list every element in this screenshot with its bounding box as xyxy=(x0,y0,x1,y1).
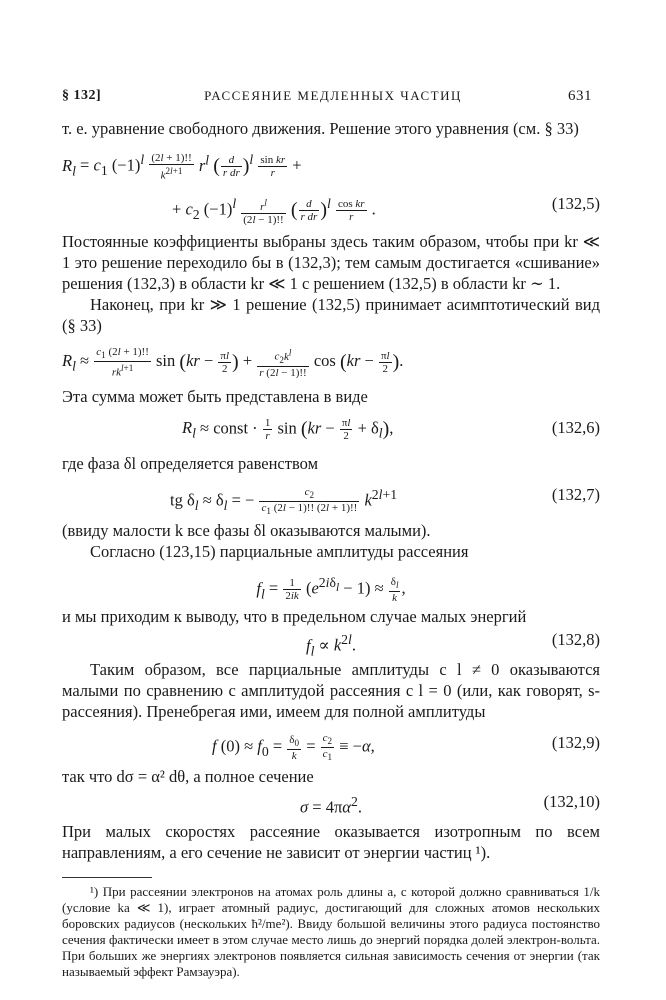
page-number: 631 xyxy=(568,88,592,104)
equation-132-7 xyxy=(62,478,600,516)
paragraph-9: Таким образом, все парциальные амплитуды с l ≠ 0 оказываются малыми по сравнению с амплитудой рассеяния с l = 0 (или, как говорят, s-рассеяния). Пренебрегая ими, имеем для полной амплитуды xyxy=(62,660,600,721)
running-title: РАССЕЯНИЕ МЕДЛЕННЫХ ЧАСТИЦ xyxy=(204,88,462,103)
paragraph-6: (ввиду малости k все фазы δl оказываются малыми). xyxy=(62,521,431,540)
paragraph-11: При малых скоростях рассеяние оказывается изотропным по всем направлениям, а его сечение не зависит от энергии частиц ¹). xyxy=(62,822,600,862)
formula: f $(0) \approx f_0$ = $\frac{\delta_0}{k}$ = $\frac{c_2}{c_1}$ ≡ −α, xyxy=(212,732,375,763)
equation-number: (132,10) xyxy=(543,792,600,811)
paragraph-10: так что dσ = α² dθ, а полное сечение xyxy=(62,767,314,786)
paragraph-5: где фаза δl определяется равенством xyxy=(62,454,319,473)
equation-132-10 xyxy=(62,789,600,815)
equation-number: (132,6) xyxy=(551,418,600,437)
equation-number: (132,5) xyxy=(551,194,600,213)
paragraph-2: Постоянные коэффициенты выбраны здесь таким образом, чтобы при kr ≪ 1 это решение переходило бы в (132,3); тем самым достигается «сшивание» решения (132,3) в области kr ≪ 1 с решением (132,5) в области kr ∼ 1. xyxy=(62,232,600,293)
formula: $R_l$ ≈ const · $\frac{1}{r}$ sin (kr − $\frac{\pi l}{2}$ + $\delta_l$), xyxy=(182,417,394,442)
formula: $R_l$ ≈ $\frac{c_1 (2l + 1)!!}{rk^{l+1}}$ sin (kr − $\frac{\pi l}{2}$ ) + $\frac{c_2k^l}{r (2l - 1)!!}$ cos (kr − $\frac{\pi l}{2}$ ). xyxy=(62,346,404,379)
equation-number: (132,9) xyxy=(551,733,600,752)
equation-132-5-line1 xyxy=(62,143,600,183)
page-body xyxy=(62,118,600,980)
equation-132-8 xyxy=(62,627,600,658)
formula: $f_l$ = $\frac{1}{2ik}$ $(e^{2i\delta_l} - 1)$ ≈ $\frac{\delta_l}{k}$ , xyxy=(256,575,406,604)
paragraph-7: Согласно (123,15) парциальные амплитуды рассеяния xyxy=(90,542,469,561)
formula: + $c_2$ $(-1)^l$ $\frac{r^l}{(2l - 1)!!}$ ( $\frac{d}{\text{r dr}}$ )$^l$ $\frac{\text{cos kr}}{r}$ . xyxy=(172,196,376,226)
footnote: ¹) При рассеянии электронов на атомах роль длины a, с которой должно сравниваться 1/k (условие ka ≪ 1), играет атомный радиус, достигающий для сложных атомов нескольких боровских радиусов (нескольких ħ²/me²). Ввиду большой величины этого радиуса постоянство сечения фактически имеет в этом случае место лишь до энергий порядка долей электрон-вольта. При больших же энергиях электронов появляется сильная зависимость сечения от энергии (так называемый эффект Рамзауэра). xyxy=(62,884,600,979)
footnote-divider xyxy=(62,877,152,878)
formula: tg $\delta_l \approx \delta_l$ = − $\frac{c_2}{c_1 (2l - 1)!! (2l + 1)!!}$ $k^{2l+1}$ xyxy=(170,486,398,517)
paragraph-3: Наконец, при kr ≫ 1 решение (132,5) принимает асимптотический вид (§ 33) xyxy=(62,295,600,335)
formula: $\sigma = 4\pi\alpha^2$. xyxy=(300,794,362,817)
paragraph-4: Эта сумма может быть представлена в виде xyxy=(62,387,368,406)
formula: $f_l \propto k^{2l}$. xyxy=(306,632,356,658)
equation-asymptotic xyxy=(62,340,600,382)
equation-number: (132,8) xyxy=(551,630,600,649)
equation-132-9 xyxy=(62,726,600,762)
formula: $R_l = c_1$ $(-1)^l$ $\frac{(2l + 1)!!}{k^{2l+1}}$ $r^l$ ( $\frac{d}{\text{r dr}}$ )$^l$ $\frac{\text{sin kr}}{r}$ + xyxy=(62,151,302,182)
equation-132-6 xyxy=(62,411,600,449)
equation-132-5-line2 xyxy=(62,187,600,227)
equation-partial-amplitude xyxy=(62,566,600,602)
paragraph-8: и мы приходим к выводу, что в предельном случае малых энергий xyxy=(62,607,527,626)
equation-number: (132,7) xyxy=(551,485,600,504)
paragraph-1: т. е. уравнение свободного движения. Решение этого уравнения (см. § 33) xyxy=(62,119,579,138)
section-ref: § 132] xyxy=(62,88,102,103)
